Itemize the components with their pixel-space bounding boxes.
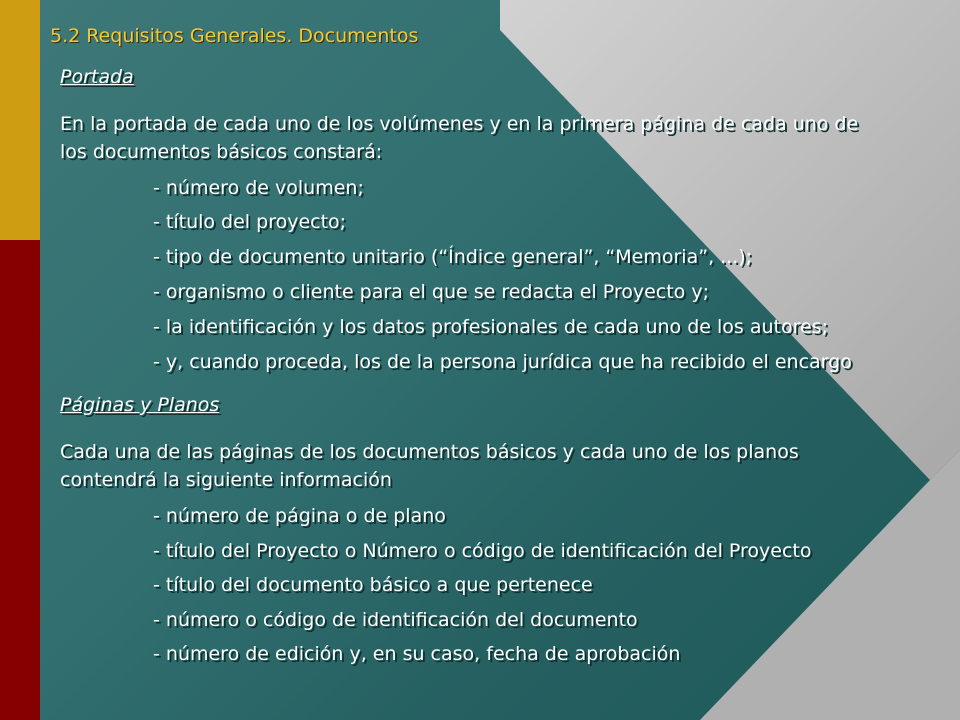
paginas-intro-line-2: contendrá la siguiente información <box>60 469 392 491</box>
portada-intro-line-1: En la portada de cada uno de los volúmenes y en la primera página de cada uno de <box>60 113 859 135</box>
section-heading-portada: Portada <box>60 66 134 88</box>
section-heading-paginas-planos: Páginas y Planos <box>60 394 220 416</box>
list-item: - número o código de identificación del documento <box>153 609 638 631</box>
list-item: - la identificación y los datos profesionales de cada uno de los autores; <box>153 316 828 338</box>
list-item: - número de edición y, en su caso, fecha de aprobación <box>153 643 681 665</box>
list-item: - organismo o cliente para el que se redacta el Proyecto y; <box>153 281 709 303</box>
portada-intro-line-2: los documentos básicos constará: <box>60 141 383 163</box>
list-item: - y, cuando proceda, los de la persona jurídica que ha recibido el encargo <box>153 351 852 373</box>
list-item: - número de volumen; <box>153 177 364 199</box>
paginas-intro-line-1: Cada una de las páginas de los documentos básicos y cada uno de los planos <box>60 441 799 463</box>
list-item: - tipo de documento unitario (“Índice general”, “Memoria”, ...); <box>153 246 753 268</box>
slide-title: 5.2 Requisitos Generales. Documentos <box>50 25 419 47</box>
list-item: - título del proyecto; <box>153 211 347 233</box>
list-item: - título del documento básico a que pertenece <box>153 574 593 596</box>
list-item: - número de página o de plano <box>153 505 446 527</box>
list-item: - título del Proyecto o Número o código de identificación del Proyecto <box>153 540 812 562</box>
